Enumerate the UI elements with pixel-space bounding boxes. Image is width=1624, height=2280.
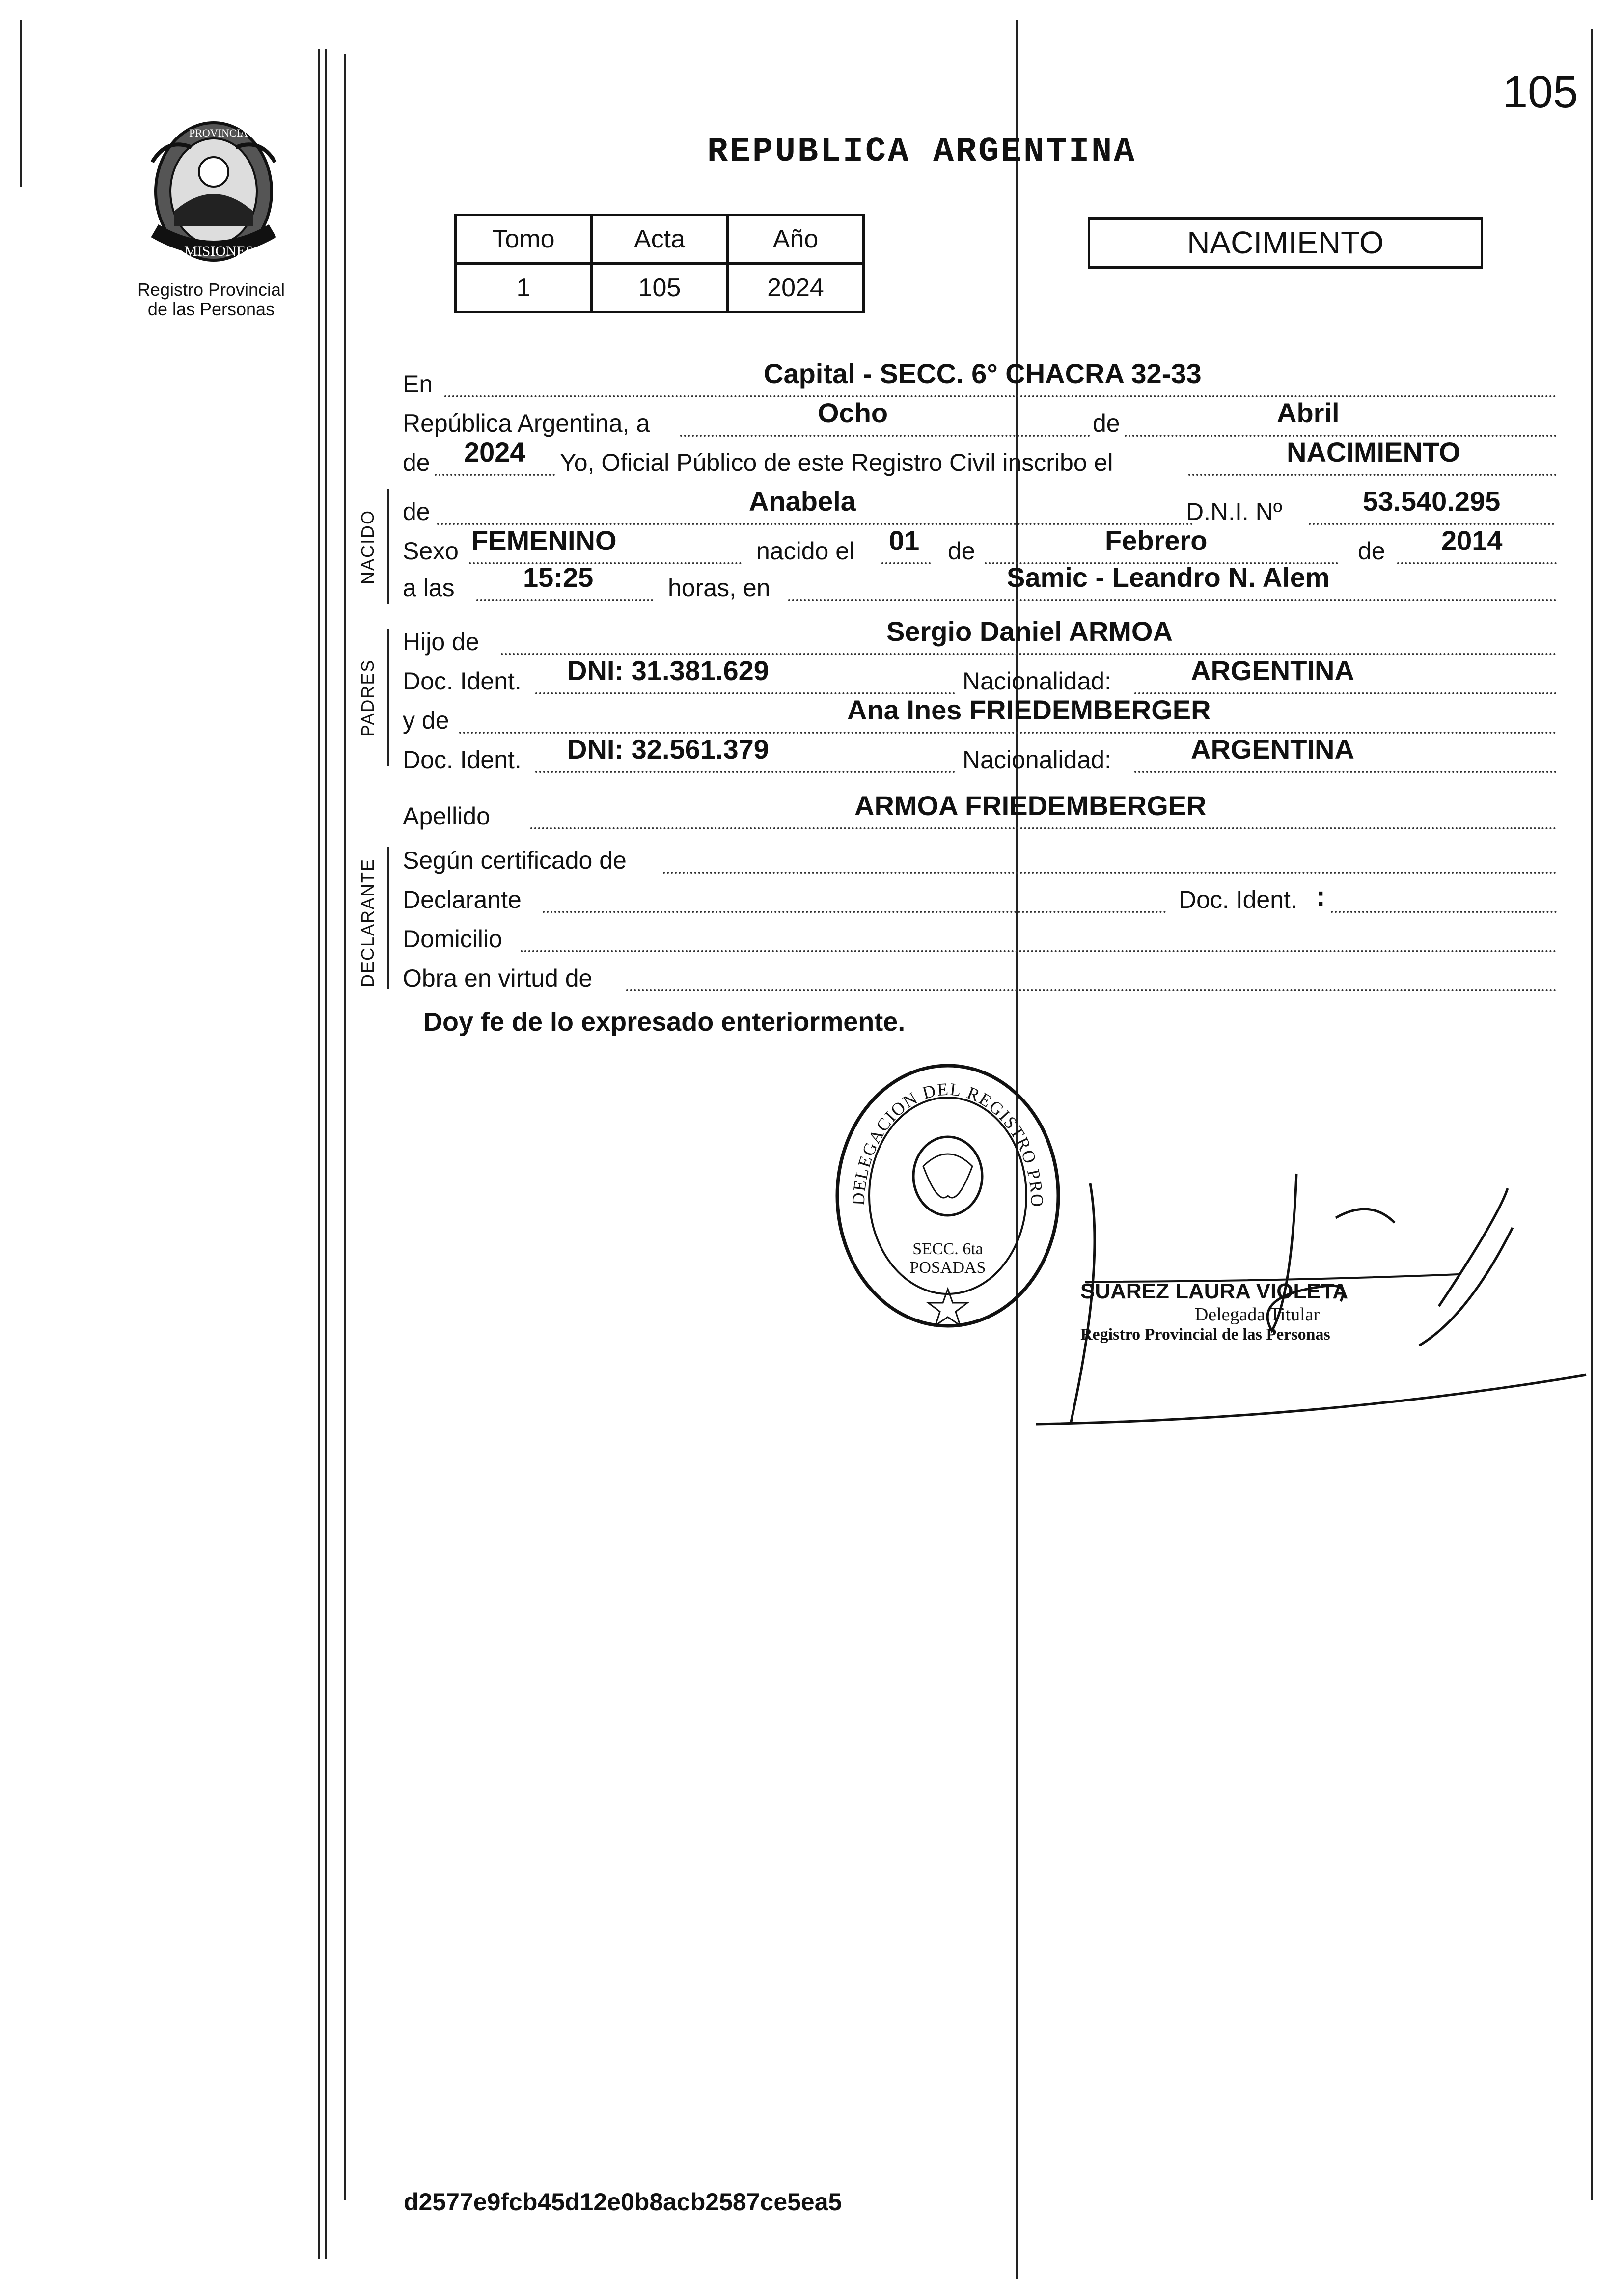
bracket-declarante bbox=[387, 847, 389, 989]
dots-apellido bbox=[530, 825, 1557, 829]
reference-table bbox=[454, 214, 865, 313]
page-number: 105 bbox=[1503, 67, 1578, 117]
ref-header-acta: Acta bbox=[592, 215, 728, 264]
value-declarante-doc: : bbox=[1316, 880, 1325, 911]
dots-obra bbox=[626, 988, 1557, 991]
value-dni: 53.540.295 bbox=[1363, 486, 1501, 517]
act-type-box bbox=[1088, 217, 1483, 269]
label-obra-en-virtud: Obra en virtud de bbox=[403, 964, 593, 992]
registry-label-line2: de las Personas bbox=[147, 299, 275, 319]
value-dia: Ocho bbox=[818, 397, 888, 428]
dots-en bbox=[444, 393, 1557, 397]
row-certificado bbox=[403, 842, 1557, 877]
label-nacionalidad-madre: Nacionalidad: bbox=[963, 746, 1111, 773]
dots-declarante-doc bbox=[1331, 909, 1557, 913]
margin-line-2 bbox=[325, 49, 327, 2259]
row-madre bbox=[403, 694, 1557, 737]
label-de-nac-mes: de bbox=[948, 537, 975, 565]
right-edge-line bbox=[1591, 29, 1593, 2200]
dots-declarante bbox=[543, 909, 1166, 913]
row-padre-doc bbox=[403, 655, 1557, 697]
label-en: En bbox=[403, 370, 433, 398]
row-declarante bbox=[403, 881, 1557, 916]
document-hash: d2577e9fcb45d12e0b8acb2587ce5ea5 bbox=[404, 2188, 842, 2216]
dots-sexo bbox=[469, 560, 742, 564]
label-doc-ident-padre: Doc. Ident. bbox=[403, 667, 522, 695]
value-nombre: Anabela bbox=[749, 486, 856, 517]
label-apellido: Apellido bbox=[403, 802, 490, 830]
margin-line-outer bbox=[20, 20, 22, 187]
value-padre-doc: DNI: 31.381.629 bbox=[567, 655, 769, 686]
side-label-declarante: DECLARANTE bbox=[358, 858, 378, 987]
label-doc-ident-madre: Doc. Ident. bbox=[403, 746, 522, 773]
label-de-mes: de bbox=[1093, 410, 1120, 437]
dots-domicilio bbox=[521, 948, 1557, 952]
label-hijo-de: Hijo de bbox=[403, 628, 479, 656]
registry-label bbox=[118, 280, 304, 319]
value-padre: Sergio Daniel ARMOA bbox=[886, 616, 1173, 647]
label-horas-en: horas, en bbox=[668, 574, 771, 602]
seal-top-text: PROVINCIA DE bbox=[189, 127, 265, 139]
label-sexo: Sexo bbox=[403, 537, 459, 565]
dots-hora bbox=[476, 597, 653, 601]
value-nac-anio: 2014 bbox=[1441, 525, 1503, 556]
dots-dia bbox=[680, 433, 1090, 437]
bracket-padres bbox=[387, 629, 389, 766]
value-lugar-nac: Samic - Leandro N. Alem bbox=[1007, 562, 1330, 593]
signatory-name: SUAREZ LAURA VIOLETA bbox=[1080, 1279, 1349, 1303]
province-seal bbox=[142, 118, 285, 270]
dots-dni bbox=[1309, 521, 1554, 525]
act-type: NACIMIENTO bbox=[1187, 225, 1384, 260]
dots-anio bbox=[435, 472, 555, 476]
value-lugar: Capital - SECC. 6° CHACRA 32-33 bbox=[764, 358, 1202, 389]
dots-certificado bbox=[663, 870, 1557, 874]
label-segun-certificado: Según certificado de bbox=[403, 847, 627, 874]
dots-lugar-nac bbox=[788, 597, 1557, 601]
label-y-de: y de bbox=[403, 707, 449, 734]
ref-header-tomo: Tomo bbox=[456, 215, 592, 264]
ref-value-anio: 2024 bbox=[728, 264, 864, 312]
signatory-role: Delegada Titular bbox=[1194, 1304, 1320, 1325]
value-nac-dia: 01 bbox=[889, 525, 920, 556]
ref-value-tomo: 1 bbox=[456, 264, 592, 312]
signatory-institution: Registro Provincial de las Personas bbox=[1080, 1325, 1330, 1344]
label-a-las: a las bbox=[403, 574, 455, 602]
dots-acto bbox=[1188, 472, 1557, 476]
stamp-outer-text: DELEGACION DEL REGISTRO PRO bbox=[848, 1079, 1047, 1208]
row-anio bbox=[403, 437, 1557, 479]
label-declarante: Declarante bbox=[403, 886, 522, 913]
value-madre-doc: DNI: 32.561.379 bbox=[567, 734, 769, 765]
row-padre bbox=[403, 616, 1557, 658]
label-de-nombre: de bbox=[403, 498, 430, 525]
value-apellido: ARMOA FRIEDEMBERGER bbox=[854, 790, 1207, 821]
value-nac-mes: Febrero bbox=[1105, 525, 1208, 556]
value-sexo: FEMENINO bbox=[471, 525, 617, 556]
signatory-block bbox=[1080, 1279, 1434, 1344]
side-label-padres: PADRES bbox=[358, 659, 378, 737]
dots-nac-anio bbox=[1397, 560, 1557, 564]
label-republica-a: República Argentina, a bbox=[403, 410, 650, 437]
row-obra bbox=[403, 960, 1557, 994]
row-apellido bbox=[403, 790, 1557, 832]
value-padre-nac: ARGENTINA bbox=[1191, 655, 1354, 686]
row-en bbox=[403, 358, 1557, 400]
value-madre: Ana Ines FRIEDEMBERGER bbox=[847, 694, 1211, 725]
label-dni: D.N.I. Nº bbox=[1186, 498, 1283, 525]
country-title: REPUBLICA ARGENTINA bbox=[707, 133, 1137, 171]
ref-header-anio: Año bbox=[728, 215, 864, 264]
label-nacionalidad-padre: Nacionalidad: bbox=[963, 667, 1111, 695]
row-domicilio bbox=[403, 921, 1557, 955]
value-mes: Abril bbox=[1277, 397, 1340, 428]
row-madre-doc bbox=[403, 734, 1557, 776]
ref-value-acta: 105 bbox=[592, 264, 728, 312]
dots-nac-dia bbox=[881, 560, 931, 564]
row-hora bbox=[403, 562, 1557, 604]
label-yo-oficial: Yo, Oficial Público de este Registro Civil inscribo el bbox=[560, 449, 1113, 476]
stamp-inner-text: SECC. 6ta POSADAS bbox=[909, 1240, 986, 1277]
label-doc-ident-declarante: Doc. Ident. bbox=[1179, 886, 1297, 913]
margin-line-3 bbox=[344, 54, 346, 2200]
dots-madre-doc bbox=[535, 769, 955, 773]
label-domicilio: Domicilio bbox=[403, 925, 502, 953]
label-nacido-el: nacido el bbox=[756, 537, 855, 565]
row-nombre bbox=[403, 486, 1557, 528]
seal-bottom-text: MISIONES bbox=[184, 243, 254, 259]
label-de-anio: de bbox=[403, 449, 430, 476]
closing-text: Doy fe de lo expresado enteriormente. bbox=[423, 1007, 906, 1037]
value-hora: 15:25 bbox=[523, 562, 594, 593]
label-de-nac-anio: de bbox=[1358, 537, 1385, 565]
value-acto: NACIMIENTO bbox=[1287, 437, 1460, 467]
value-madre-nac: ARGENTINA bbox=[1191, 734, 1354, 765]
bracket-nacido bbox=[387, 489, 389, 604]
row-fecha bbox=[403, 397, 1557, 440]
dots-madre-nac bbox=[1134, 769, 1557, 773]
side-label-nacido: NACIDO bbox=[358, 509, 378, 584]
value-anio: 2024 bbox=[464, 437, 525, 467]
registry-label-line1: Registro Provincial bbox=[137, 279, 285, 300]
margin-line-1 bbox=[318, 49, 320, 2259]
